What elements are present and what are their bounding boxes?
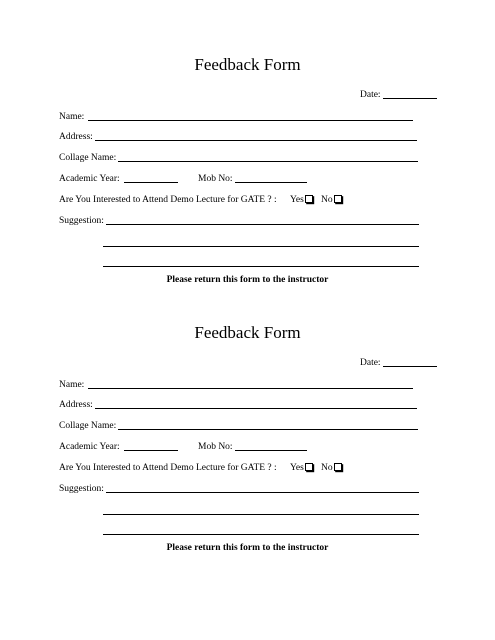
college-field[interactable]	[118, 429, 418, 430]
date-row	[59, 355, 495, 371]
no-checkbox[interactable]	[334, 195, 342, 203]
form-footer: Please return this form to the instructor	[166, 543, 329, 553]
yes-checkbox[interactable]	[305, 463, 313, 471]
feedback-form-2	[0, 320, 495, 590]
name-row	[59, 377, 495, 393]
date-label: Date:	[360, 90, 381, 100]
suggestion-label: Suggestion:	[59, 216, 104, 226]
form-title: Feedback Form	[194, 323, 301, 342]
suggestion-row-3	[59, 255, 495, 271]
date-field[interactable]	[383, 366, 437, 367]
academic-year-field[interactable]	[124, 450, 178, 451]
college-row	[59, 150, 495, 166]
name-field[interactable]	[88, 388, 413, 389]
suggestion-field-line-1[interactable]	[106, 492, 419, 493]
gate-row	[59, 460, 495, 476]
suggestion-row-3	[59, 523, 495, 539]
yes-label: Yes	[290, 195, 304, 205]
suggestion-field-line-3[interactable]	[103, 534, 419, 535]
address-label: Address:	[59, 400, 93, 410]
form-footer: Please return this form to the instructor	[166, 275, 329, 285]
suggestion-row-2	[59, 235, 495, 251]
no-checkbox[interactable]	[334, 463, 342, 471]
suggestion-field-line-3[interactable]	[103, 266, 419, 267]
college-label: Collage Name:	[59, 421, 117, 431]
academic-year-field[interactable]	[124, 182, 178, 183]
academic-year-label: Academic Year:	[59, 174, 120, 184]
academic-year-label: Academic Year:	[59, 442, 120, 452]
mob-field[interactable]	[235, 182, 307, 183]
college-row	[59, 418, 495, 434]
academic-mob-row	[59, 439, 495, 455]
suggestion-label: Suggestion:	[59, 484, 104, 494]
suggestion-field-line-2[interactable]	[103, 246, 419, 247]
gate-row	[59, 192, 495, 208]
name-field[interactable]	[88, 120, 413, 121]
college-label: Collage Name:	[59, 153, 117, 163]
address-field[interactable]	[95, 408, 417, 409]
academic-mob-row	[59, 171, 495, 187]
suggestion-field-line-1[interactable]	[106, 224, 419, 225]
gate-question: Are You Interested to Attend Demo Lecture for GATE ? :	[59, 195, 277, 205]
yes-label: Yes	[290, 463, 304, 473]
college-field[interactable]	[118, 161, 418, 162]
name-label: Name:	[59, 380, 85, 390]
no-label: No	[321, 195, 333, 205]
gate-question: Are You Interested to Attend Demo Lecture for GATE ? :	[59, 463, 277, 473]
date-row	[59, 87, 495, 103]
feedback-form-1	[0, 52, 495, 322]
address-field[interactable]	[95, 140, 417, 141]
date-label: Date:	[360, 358, 381, 368]
mob-label: Mob No:	[198, 174, 233, 184]
form-title: Feedback Form	[194, 55, 301, 74]
name-row	[59, 109, 495, 125]
suggestion-row	[59, 213, 495, 229]
address-row	[59, 397, 495, 413]
suggestion-field-line-2[interactable]	[103, 514, 419, 515]
address-label: Address:	[59, 132, 93, 142]
no-label: No	[321, 463, 333, 473]
name-label: Name:	[59, 112, 85, 122]
suggestion-row	[59, 481, 495, 497]
mob-field[interactable]	[235, 450, 307, 451]
mob-label: Mob No:	[198, 442, 233, 452]
suggestion-row-2	[59, 503, 495, 519]
yes-checkbox[interactable]	[305, 195, 313, 203]
address-row	[59, 129, 495, 145]
date-field[interactable]	[383, 98, 437, 99]
